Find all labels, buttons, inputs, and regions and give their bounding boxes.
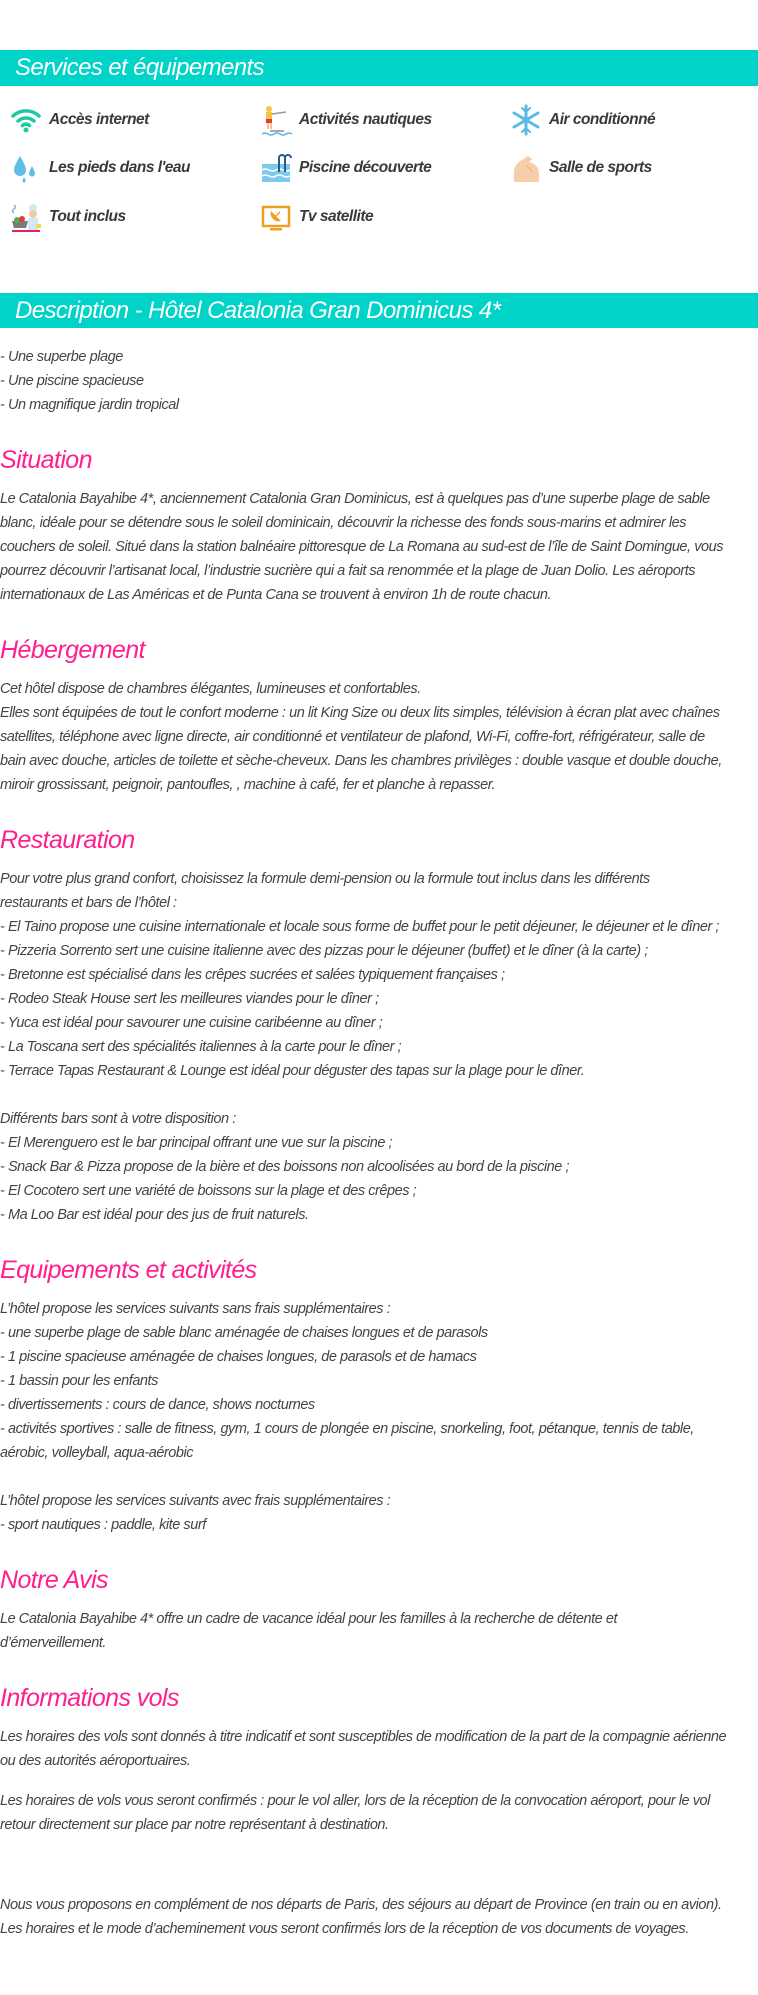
equipements-heading: Equipements et activités (0, 1256, 257, 1284)
pool-icon (260, 152, 292, 184)
text-line: ou des autorités aéroportuaires. (0, 1753, 191, 1769)
avis-heading: Notre Avis (0, 1566, 108, 1594)
text-line: Les horaires de vols vous seront confirmés : pour le vol aller, lors de la réception de la convocation aéroport, pour le vol (0, 1793, 710, 1809)
vols-text-2 (0, 1789, 758, 1837)
services-banner (0, 50, 758, 86)
amenity-internet (10, 103, 149, 137)
amenity-gym (510, 151, 652, 185)
amenity-label: Piscine découverte (299, 159, 432, 176)
text-line: - 1 bassin pour les enfants (0, 1373, 158, 1389)
amenity-label: Tout inclus (49, 208, 126, 225)
text-line: bain avec douche, articles de toilette et sèche-cheveux. Dans les chambres privilèges : double vasque et double douche, (0, 753, 722, 769)
text-line: Pour votre plus grand confort, choisissez la formule demi-pension ou la formule tout inclus dans les différents (0, 871, 650, 887)
text-line: - Yuca est idéal pour savourer une cuisine caribéenne au dîner ; (0, 1015, 383, 1031)
amenity-label: Air conditionné (549, 111, 656, 128)
description-banner (0, 293, 758, 328)
text-line: - Pizzeria Sorrento sert une cuisine italienne avec des pizzas pour le déjeuner (buffet) et le dîner (à la carte) ; (0, 943, 648, 959)
text-line: - Terrace Tapas Restaurant & Lounge est idéal pour déguster des tapas sur la plage pour le dîner. (0, 1063, 585, 1079)
restauration-text (0, 867, 758, 1083)
text-line: internationaux de Las Américas et de Punta Cana se trouvent à environ 1h de route chacun. (0, 587, 552, 603)
amenity-label: Les pieds dans l'eau (49, 159, 190, 176)
equipements-paid-text (0, 1489, 758, 1537)
text-line: L’hôtel propose les services suivants sans frais supplémentaires : (0, 1301, 391, 1317)
avis-text (0, 1607, 758, 1655)
equipements-text (0, 1297, 758, 1465)
services-title: Services et équipements (15, 54, 265, 81)
amenity-air-conditioning (510, 103, 655, 137)
water-drops-icon (10, 152, 42, 184)
amenity-label: Tv satellite (299, 208, 374, 225)
text-line: - sport nautiques : paddle, kite surf (0, 1517, 206, 1533)
text-line: Nous vous proposons en complément de nos départs de Paris, des séjours au départ de Province (en train ou en avion). (0, 1897, 722, 1913)
text-line: couchers de soleil. Situé dans la station balnéaire pittoresque de La Romana au sud-est de l’île de Saint Domingue, vous (0, 539, 724, 555)
text-line: aérobic, volleyball, aqua-aérobic (0, 1445, 194, 1461)
text-line: - Ma Loo Bar est idéal pour des jus de fruit naturels. (0, 1207, 309, 1223)
text-line: Le Catalonia Bayahibe 4*, anciennement Catalonia Gran Dominicus, est à quelques pas d’une superbe plage de sable (0, 491, 710, 507)
situation-heading: Situation (0, 446, 92, 474)
wifi-icon (10, 104, 42, 136)
description-content (0, 345, 758, 1941)
text-line: - activités sportives : salle de fitness, gym, 1 cours de plongée en piscine, snorkeling, foot, pétanque, tennis de table, (0, 1421, 694, 1437)
text-line: - El Cocotero sert une variété de boissons sur la plage et des crêpes ; (0, 1183, 417, 1199)
amenity-beach-front (10, 151, 190, 185)
text-line: blanc, idéale pour se détendre sous le soleil dominicain, découvrir la richesse des fonds sous-marins et admirer les (0, 515, 687, 531)
bars-text (0, 1107, 758, 1227)
situation-text (0, 487, 758, 607)
highlight-item: - Une piscine spacieuse (0, 373, 144, 389)
text-line: d’émerveillement. (0, 1635, 106, 1651)
text-line: - Rodeo Steak House sert les meilleures viandes pour le dîner ; (0, 991, 379, 1007)
text-line: Elles sont équipées de tout le confort moderne : un lit King Size ou deux lits simples, télévision à écran plat avec chaînes (0, 705, 720, 721)
amenity-label: Activités nautiques (299, 111, 432, 128)
text-line: L’hôtel propose les services suivants avec frais supplémentaires : (0, 1493, 391, 1509)
description-title: Description - Hôtel Catalonia Gran Dominicus 4* (15, 297, 501, 324)
restauration-heading: Restauration (0, 826, 135, 854)
chef-buffet-icon (10, 201, 42, 233)
amenity-label: Accès internet (49, 111, 149, 128)
text-line: - divertissements : cours de dance, shows nocturnes (0, 1397, 315, 1413)
vols-heading: Informations vols (0, 1684, 179, 1712)
text-line: Différents bars sont à votre disposition : (0, 1111, 236, 1127)
amenity-label: Salle de sports (549, 159, 652, 176)
text-line: satellites, téléphone avec ligne directe, air conditionné et ventilateur de plafond, Wi-Fi, coffre-fort, réfrigérateur, salle de (0, 729, 705, 745)
text-line: pourrez découvrir l’artisanat local, l’industrie sucrière qui a fait sa renommée et la plage de Juan Dolio. Les aéroports (0, 563, 696, 579)
text-line: - La Toscana sert des spécialités italiennes à la carte pour le dîner ; (0, 1039, 402, 1055)
highlight-item: - Un magnifique jardin tropical (0, 397, 179, 413)
vols-text-3 (0, 1893, 758, 1941)
amenity-water-sports (260, 103, 432, 137)
satellite-tv-icon (260, 201, 292, 233)
hebergement-text (0, 677, 758, 797)
hebergement-heading: Hébergement (0, 636, 145, 664)
amenity-all-inclusive (10, 200, 126, 234)
text-line: - Bretonne est spécialisé dans les crêpes sucrées et salées typiquement françaises ; (0, 967, 505, 983)
text-line: miroir grossissant, peignoir, pantoufles, , machine à café, fer et planche à repasser. (0, 777, 496, 793)
text-line: - Snack Bar & Pizza propose de la bière et des boissons non alcoolisées au bord de la piscine ; (0, 1159, 570, 1175)
water-sports-icon (260, 104, 292, 136)
text-line: - une superbe plage de sable blanc aménagée de chaises longues et de parasols (0, 1325, 488, 1341)
text-line: retour directement sur place par notre représentant à destination. (0, 1817, 389, 1833)
text-line: - 1 piscine spacieuse aménagée de chaises longues, de parasols et de hamacs (0, 1349, 477, 1365)
text-line: Le Catalonia Bayahibe 4* offre un cadre de vacance idéal pour les familles à la recherche de détente et (0, 1611, 618, 1627)
vols-text-1 (0, 1725, 758, 1773)
snowflake-icon (510, 104, 542, 136)
highlight-item: - Une superbe plage (0, 349, 123, 365)
text-line: - El Merenguero est le bar principal offrant une vue sur la piscine ; (0, 1135, 393, 1151)
text-line: Les horaires et le mode d’acheminement vous seront confirmés lors de la réception de vos documents de voyages. (0, 1921, 689, 1937)
amenity-outdoor-pool (260, 151, 431, 185)
text-line: Les horaires des vols sont donnés à titre indicatif et sont susceptibles de modification de la part de la compagnie aérienne (0, 1729, 727, 1745)
highlights-list (0, 345, 758, 417)
muscle-arm-icon (510, 152, 542, 184)
text-line: - El Taino propose une cuisine internationale et locale sous forme de buffet pour le petit déjeuner, le déjeuner et le dîner ; (0, 919, 720, 935)
text-line: restaurants et bars de l’hôtel : (0, 895, 177, 911)
amenity-satellite-tv (260, 200, 373, 234)
text-line: Cet hôtel dispose de chambres élégantes, lumineuses et confortables. (0, 681, 421, 697)
